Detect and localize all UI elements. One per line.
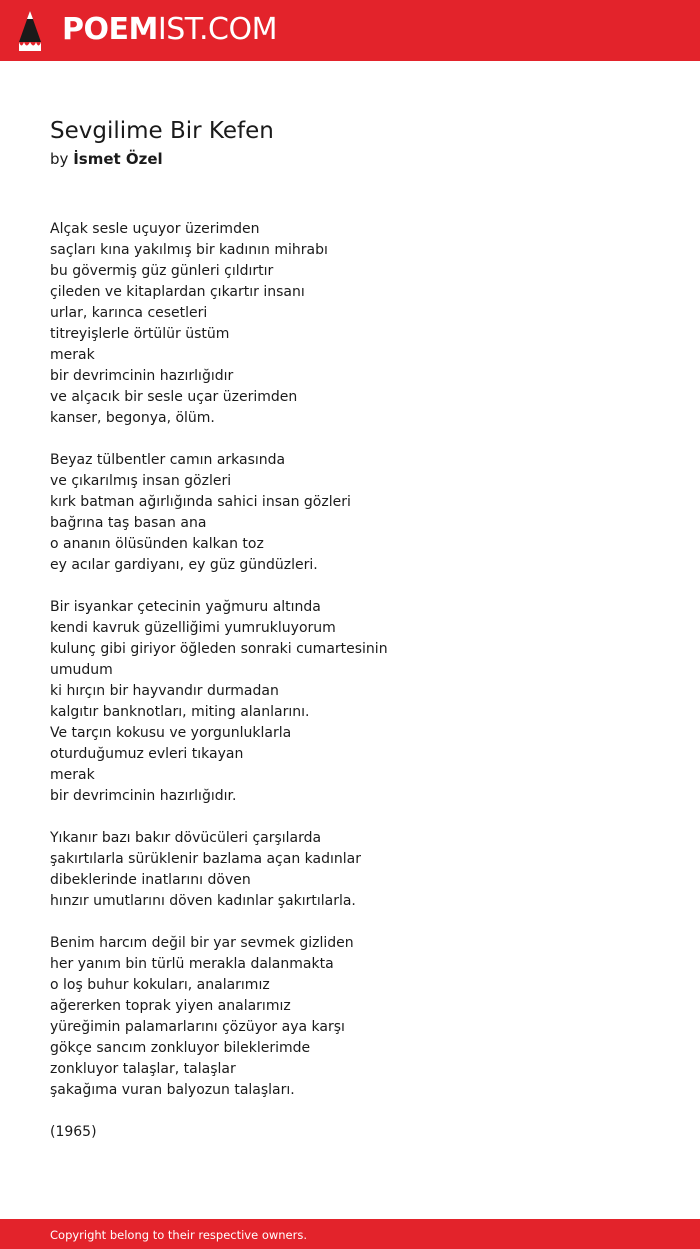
poem-line: Yıkanır bazı bakır dövücüleri çarşılarda	[50, 830, 322, 846]
copyright-notice: Copyright belong to their respective owners.	[50, 1228, 308, 1242]
poem-author: İsmet Özel	[73, 150, 163, 168]
poem-line: dibeklerinde inatlarını döven	[50, 872, 251, 888]
poem-stanza	[50, 933, 650, 1101]
brand-bold-text: POEM	[62, 12, 158, 47]
poem-line: bu gövermiş güz günleri çıldırtır	[50, 263, 274, 279]
poem-line: kırk batman ağırlığında sahici insan gözleri	[50, 494, 351, 510]
poem-line: o ananın ölüsünden kalkan toz	[50, 536, 264, 552]
poem-line: gökçe sancım zonkluyor bileklerimde	[50, 1040, 311, 1056]
poem-line: ve alçacık bir sesle uçar üzerimden	[50, 389, 298, 405]
poem-line: merak	[50, 347, 95, 363]
poem-line: bir devrimcinin hazırlığıdır.	[50, 788, 237, 804]
poem-body	[50, 219, 650, 1164]
by-label: by	[50, 150, 69, 168]
poem-line: umudum	[50, 662, 113, 678]
poem-line: her yanım bin türlü merakla dalanmakta	[50, 956, 334, 972]
poem-line: titreyişlerle örtülür üstüm	[50, 326, 230, 342]
poem-line: Alçak sesle uçuyor üzerimden	[50, 221, 260, 237]
poem-line: Bir isyankar çetecinin yağmuru altında	[50, 599, 321, 615]
poem-stanza	[50, 1122, 650, 1143]
poem-line: kendi kavruk güzelliğimi yumrukluyorum	[50, 620, 336, 636]
poem-line: o loş buhur kokuları, analarımız	[50, 977, 270, 993]
poem-line: kalgıtır banknotları, miting alanlarını.	[50, 704, 310, 720]
poem-line: ey acılar gardiyanı, ey güz gündüzleri.	[50, 557, 318, 573]
pencil-tip-icon[interactable]	[18, 10, 42, 52]
poem-line: bir devrimcinin hazırlığıdır	[50, 368, 234, 384]
poem-line: (1965)	[50, 1124, 97, 1140]
poem-line: oturduğumuz evleri tıkayan	[50, 746, 244, 762]
poem-line: ki hırçın bir hayvandır durmadan	[50, 683, 279, 699]
site-logo-link[interactable]	[62, 11, 277, 49]
poem-byline	[50, 149, 163, 169]
brand-thin-text: IST.COM	[157, 12, 277, 47]
poem-line: zonkluyor talaşlar, talaşlar	[50, 1061, 236, 1077]
poem-line: hınzır umutlarını döven kadınlar şakırtılarla.	[50, 893, 356, 909]
poem-line: Benim harcım değil bir yar sevmek gizliden	[50, 935, 354, 951]
poem-stanza	[50, 450, 650, 576]
poem-line: kanser, begonya, ölüm.	[50, 410, 215, 426]
site-footer	[0, 1219, 700, 1249]
poem-line: Ve tarçın kokusu ve yorgunluklarla	[50, 725, 292, 741]
poem-line: çileden ve kitaplardan çıkartır insanı	[50, 284, 305, 300]
poem-line: Beyaz tülbentler camın arkasında	[50, 452, 286, 468]
poem-stanza	[50, 828, 650, 912]
poem-line: bağrına taş basan ana	[50, 515, 207, 531]
poem-line: urlar, karınca cesetleri	[50, 305, 208, 321]
poem-line: ve çıkarılmış insan gözleri	[50, 473, 232, 489]
poem-line: saçları kına yakılmış bir kadının mihrabı	[50, 242, 328, 258]
poem-stanza	[50, 219, 650, 429]
site-header	[0, 0, 700, 61]
poem-line: şakırtılarla sürüklenir bazlama açan kadınlar	[50, 851, 361, 867]
poem-line: şakağıma vuran balyozun talaşları.	[50, 1082, 295, 1098]
poem-line: yüreğimin palamarlarını çözüyor aya karşı	[50, 1019, 345, 1035]
poem-title: Sevgilime Bir Kefen	[50, 118, 274, 144]
poem-stanza	[50, 597, 650, 807]
poem-line: merak	[50, 767, 95, 783]
poem-line: kulunç gibi giriyor öğleden sonraki cumartesinin	[50, 641, 388, 657]
poem-line: ağererken toprak yiyen analarımız	[50, 998, 291, 1014]
